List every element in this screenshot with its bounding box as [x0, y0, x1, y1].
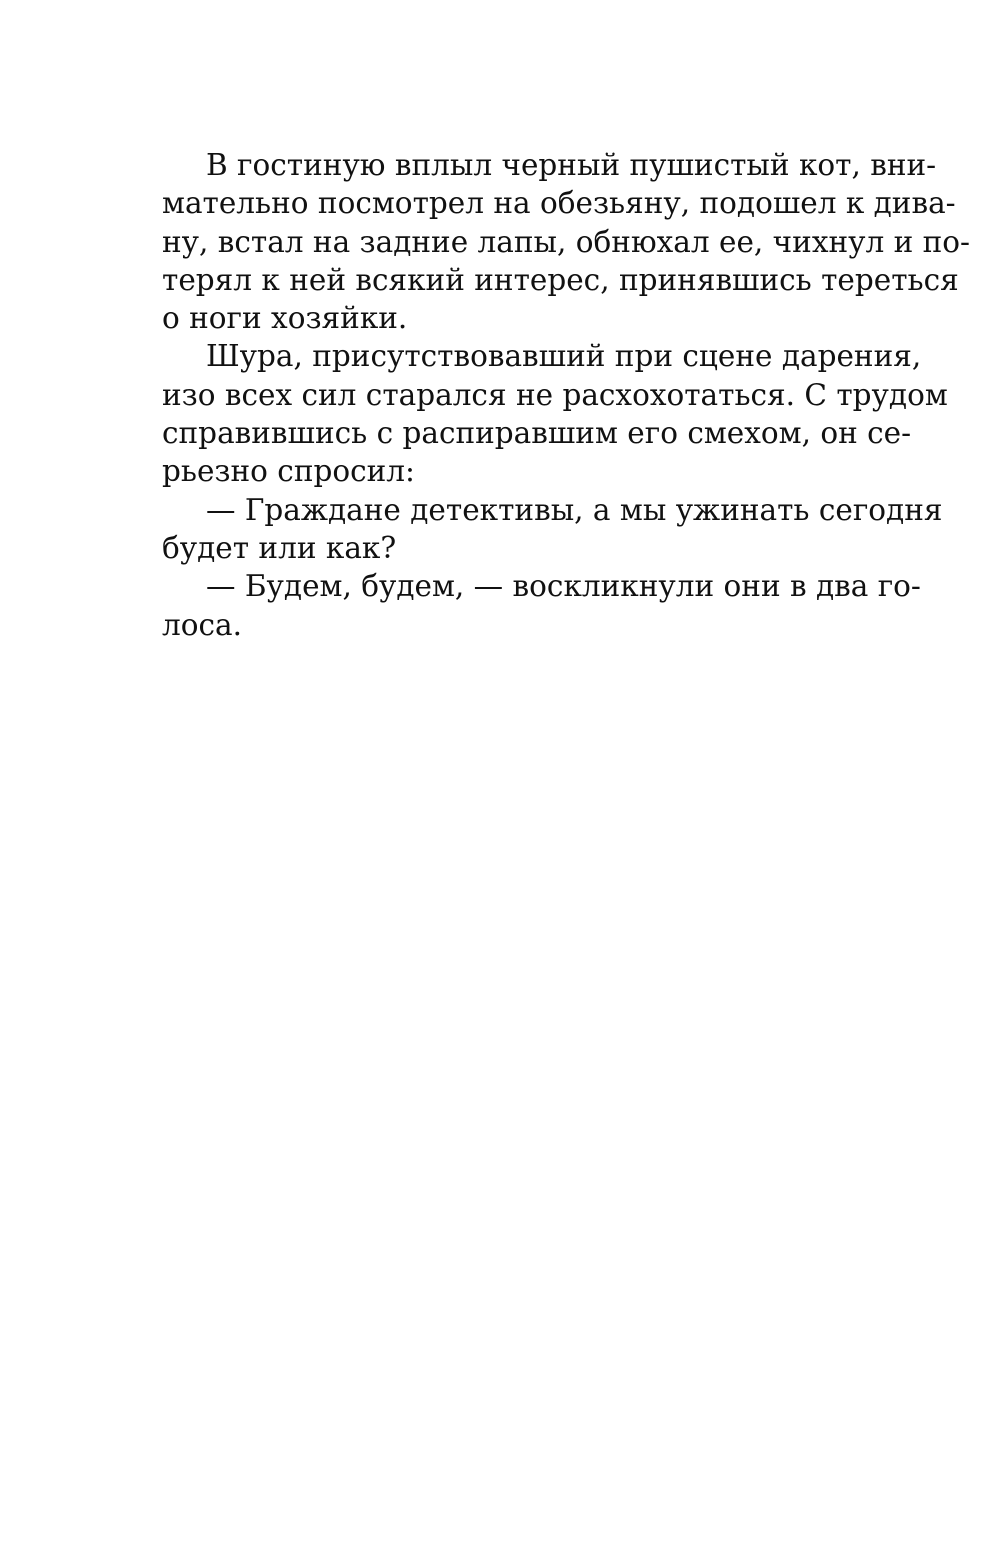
- text-line: будет или как?: [162, 530, 397, 565]
- text-line: рьезно спросил:: [162, 454, 415, 489]
- text-line: В гостиную вплыл черный пушистый кот, вни-: [206, 148, 937, 182]
- text-line: — Будем, будем, — воскликнули они в два го-: [206, 569, 921, 604]
- text-line: справившись с распиравшим его смехом, он се-: [162, 416, 912, 451]
- text-line: ну, встал на задние лапы, обнюхал ее, чихнул и по-: [162, 224, 971, 259]
- paragraph: [162, 567, 921, 644]
- body-text: [162, 146, 971, 644]
- text-line: Шура, присутствовавший при сцене дарения,: [206, 339, 922, 374]
- text-line: мательно посмотрел на обезьяну, подошел к дива-: [162, 186, 956, 221]
- paragraph: [162, 491, 943, 568]
- paragraph: [162, 337, 948, 490]
- text-line: о ноги хозяйки.: [162, 301, 408, 336]
- text-line: — Граждане детективы, а мы ужинать сегодня: [206, 492, 943, 527]
- text-line: изо всех сил старался не расхохотаться. С трудом: [162, 377, 948, 412]
- paragraph: [162, 146, 971, 337]
- text-line: лоса.: [162, 607, 242, 642]
- text-line: терял к ней всякий интерес, принявшись тереться: [162, 262, 959, 297]
